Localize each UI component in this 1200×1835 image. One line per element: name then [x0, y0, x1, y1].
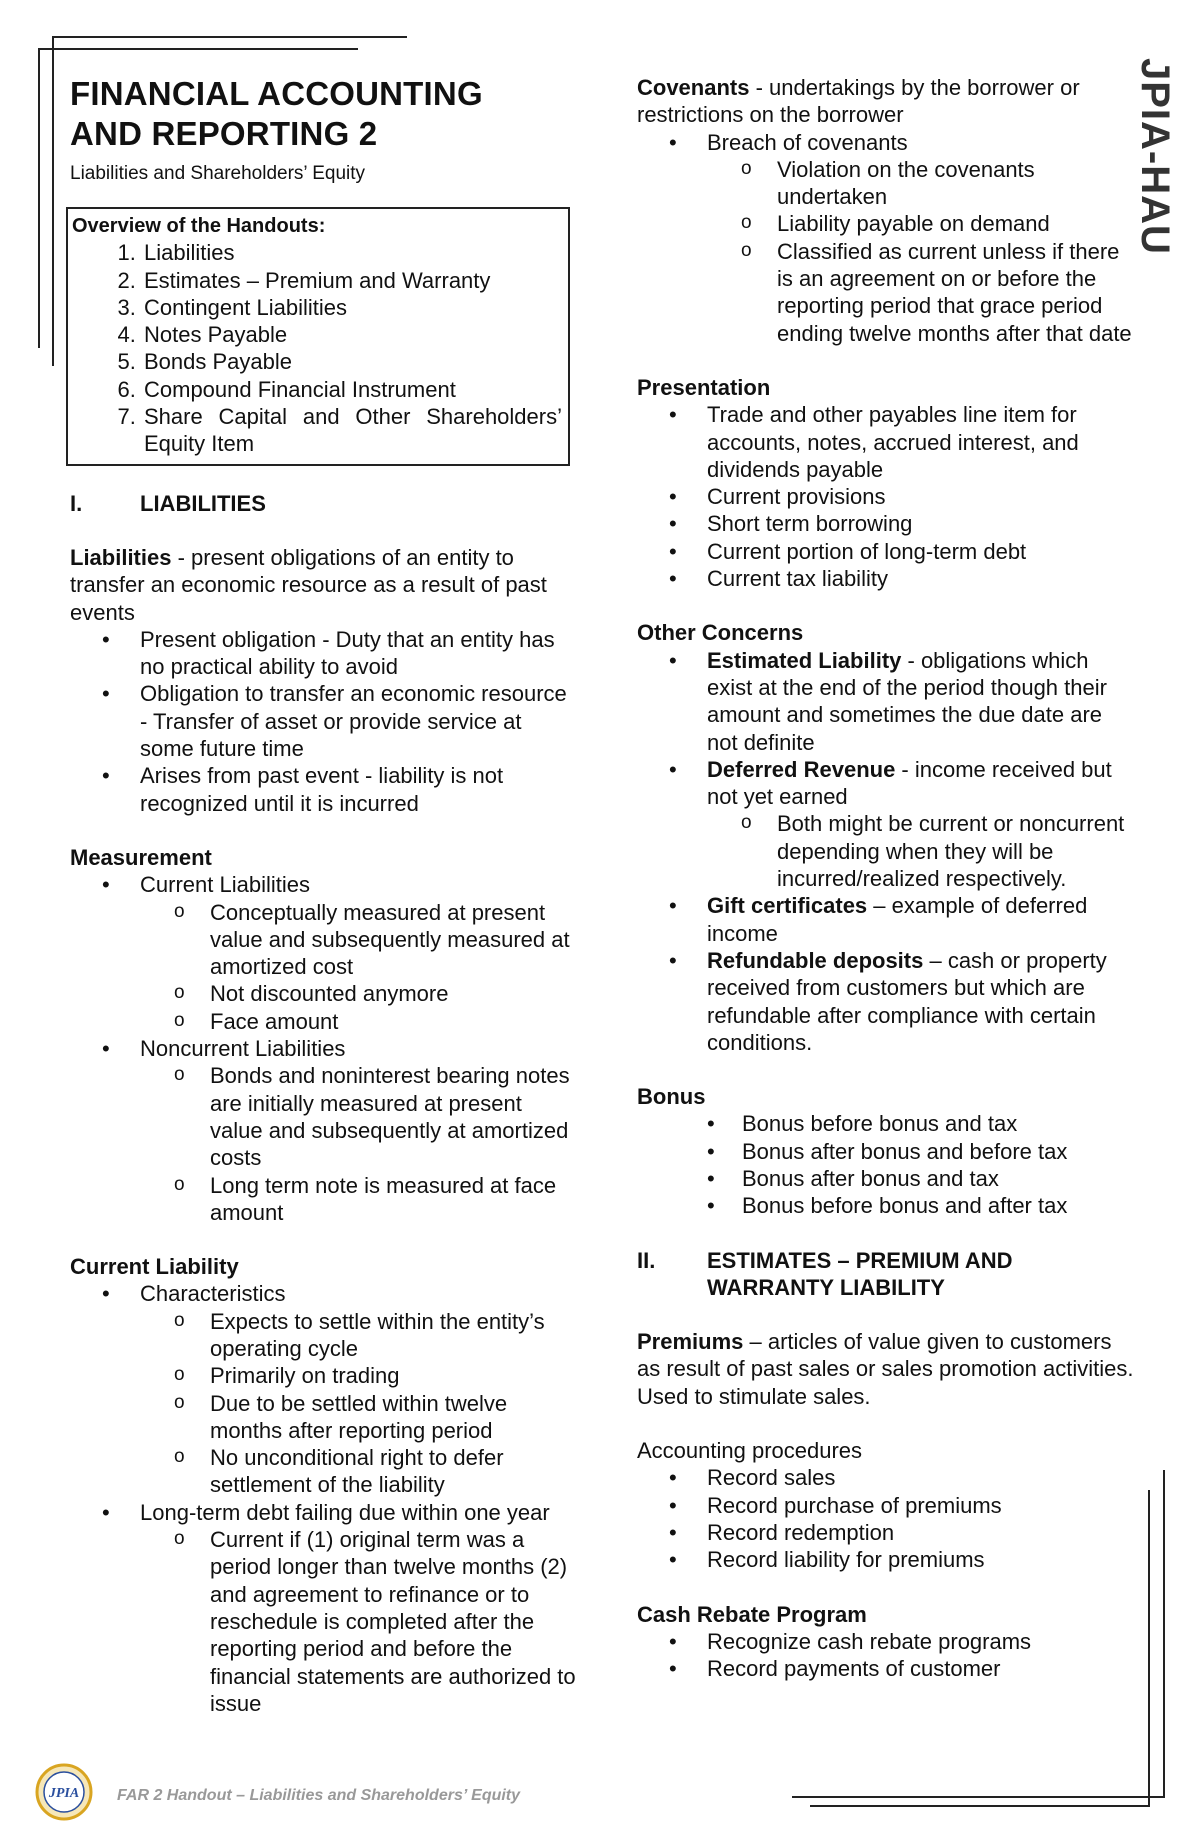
definition-term: Liabilities	[70, 544, 172, 570]
right-vertical-rule-inner	[1163, 1470, 1165, 1797]
right-vertical-rule-outer	[1148, 1490, 1150, 1805]
gift-certificates-text: – example of deferred income	[707, 893, 1088, 946]
section-title	[707, 1247, 1013, 1302]
left-column	[70, 74, 580, 1717]
procedures-list	[637, 1464, 1137, 1573]
overview-item: 7. Share Capital and Other Shareholders’ Equity Item	[142, 403, 562, 458]
bottom-right-rule-outer	[810, 1805, 1150, 1807]
left-vertical-rule-outer	[38, 48, 40, 348]
current-liabilities-sublist	[140, 899, 580, 1035]
list-item: o Violation on the covenants undertaken	[707, 156, 1137, 211]
list-item: • Bonus after bonus and tax	[637, 1165, 1137, 1192]
list-item: o Primarily on trading	[140, 1362, 580, 1389]
gift-certificates-term: Gift certificates	[707, 893, 868, 919]
noncurrent-liabilities-label: Noncurrent Liabilities	[140, 1036, 346, 1062]
longterm-debt-label: Long-term debt failing due within one year	[140, 1499, 550, 1525]
list-item: o Conceptually measured at present value and subsequently measured at amortized cost	[140, 899, 580, 981]
characteristics-label: Characteristics	[140, 1281, 286, 1307]
list-item: • Current tax liability	[637, 565, 1137, 592]
section-number: II.	[637, 1247, 656, 1273]
section-title-line-2: WARRANTY LIABILITY	[707, 1274, 945, 1300]
title-line-2: AND REPORTING 2	[70, 115, 378, 152]
list-item: • Arises from past event - liability is not recognized until it is incurred	[70, 762, 580, 817]
deferred-revenue-term: Deferred Revenue	[707, 756, 896, 782]
cash-rebate-list	[637, 1628, 1137, 1683]
covenants-text: - undertakings by the borrower or restrictions on the borrower	[637, 75, 1080, 128]
list-item	[70, 1499, 580, 1717]
premiums-term: Premiums	[637, 1329, 744, 1355]
bottom-right-rule-inner	[792, 1796, 1165, 1798]
definition-text: - present obligations of an entity to transfer an economic resource as a result of past events	[70, 544, 547, 625]
bonus-heading: Bonus	[637, 1084, 706, 1110]
left-vertical-rule-inner	[52, 36, 54, 366]
characteristics-sublist	[140, 1308, 580, 1499]
jpia-logo-icon	[35, 1763, 93, 1821]
liabilities-definition	[70, 544, 580, 626]
premiums-text: – articles of value given to customers as result of past sales or sales promotion activities. Used to stimulate sales.	[637, 1329, 1134, 1409]
list-item: • Record sales	[637, 1464, 1137, 1491]
list-item: • Record liability for premiums	[637, 1546, 1137, 1573]
overview-item: 6. Compound Financial Instrument	[142, 376, 562, 403]
procedures-heading: Accounting procedures	[637, 1438, 863, 1464]
list-item: • Bonus before bonus and tax	[637, 1110, 1137, 1137]
list-item	[637, 947, 1137, 1056]
list-item: • Record purchase of premiums	[637, 1492, 1137, 1519]
list-item: • Current provisions	[637, 483, 1137, 510]
footer-text: FAR 2 Handout – Liabilities and Shareholders’ Equity	[117, 1787, 521, 1804]
list-item: o Current if (1) original term was a period longer than twelve months (2) and agreement to refinance or to reschedule is completed after the reporting period and before the financial statements are authorized to issue	[140, 1526, 580, 1717]
presentation-heading: Presentation	[637, 374, 771, 400]
right-column	[637, 74, 1137, 1682]
title-line-1: FINANCIAL ACCOUNTING	[70, 75, 483, 112]
cash-rebate-heading: Cash Rebate Program	[637, 1601, 867, 1627]
list-item	[70, 1035, 580, 1226]
current-liabilities-label: Current Liabilities	[140, 872, 310, 898]
top-left-rule-outer	[38, 48, 358, 50]
overview-item: 2. Estimates – Premium and Warranty	[142, 267, 562, 294]
deferred-revenue-sublist	[707, 810, 1137, 892]
list-item	[637, 756, 1137, 892]
deferred-revenue-text: - income received but not yet earned	[707, 756, 1112, 810]
measurement-list	[70, 871, 580, 1226]
list-item: • Present obligation - Duty that an entity has no practical ability to avoid	[70, 626, 580, 681]
other-concerns-list	[637, 647, 1137, 1056]
section-heading-estimates	[637, 1247, 1137, 1302]
list-item: o Liability payable on demand	[707, 210, 1137, 237]
page-subtitle: Liabilities and Shareholders’ Equity	[70, 163, 366, 184]
noncurrent-liabilities-sublist	[140, 1062, 580, 1226]
current-liability-heading: Current Liability	[70, 1254, 239, 1280]
overview-item: 3. Contingent Liabilities	[142, 294, 562, 321]
overview-box	[66, 207, 570, 465]
overview-item: 1. Liabilities	[142, 239, 562, 266]
covenants-list	[637, 129, 1137, 347]
list-item: • Current portion of long-term debt	[637, 538, 1137, 565]
covenants-term: Covenants	[637, 75, 750, 100]
top-left-rule-inner	[52, 36, 407, 38]
list-item: • Bonus before bonus and after tax	[637, 1192, 1137, 1219]
measurement-heading: Measurement	[70, 844, 212, 870]
list-item	[637, 892, 1137, 947]
overview-list	[72, 239, 562, 457]
list-item: • Bonus after bonus and before tax	[637, 1138, 1137, 1165]
bonus-list	[637, 1110, 1137, 1219]
other-concerns-heading: Other Concerns	[637, 620, 804, 646]
list-item: o Classified as current unless if there is an agreement on or before the reporting period that grace period ending twelve months after that date	[707, 238, 1137, 347]
list-item: o No unconditional right to defer settlement of the liability	[140, 1444, 580, 1499]
current-liability-list	[70, 1280, 580, 1717]
list-item: • Record payments of customer	[637, 1655, 1137, 1682]
list-item: o Long term note is measured at face amount	[140, 1172, 580, 1227]
presentation-list	[637, 401, 1137, 592]
refundable-deposits-term: Refundable deposits	[707, 947, 924, 973]
section-heading-liabilities	[70, 490, 580, 517]
estimated-liability-term: Estimated Liability	[707, 647, 902, 673]
overview-item: 4. Notes Payable	[142, 321, 562, 348]
section-title: LIABILITIES	[140, 490, 266, 516]
vertical-brand	[1132, 58, 1178, 298]
longterm-debt-sublist	[140, 1526, 580, 1717]
list-item	[70, 871, 580, 1035]
premiums-definition	[637, 1328, 1137, 1410]
definition-bullets	[70, 626, 580, 817]
section-title-line-1: ESTIMATES – PREMIUM AND	[707, 1247, 1013, 1273]
list-item: o Face amount	[140, 1008, 580, 1035]
overview-item: 5. Bonds Payable	[142, 348, 562, 375]
vertical-brand-text: JPIA-HAU	[1133, 58, 1177, 255]
section-number: I.	[70, 490, 83, 516]
list-item: o Expects to settle within the entity’s operating cycle	[140, 1308, 580, 1363]
refundable-deposits-text: – cash or property received from customers but which are refundable after compliance with certain conditions.	[707, 947, 1107, 1055]
list-item: • Short term borrowing	[637, 510, 1137, 537]
list-item: o Both might be current or noncurrent depending when they will be incurred/realized respectively.	[707, 810, 1137, 892]
list-item: • Obligation to transfer an economic resource - Transfer of asset or provide service at some future time	[70, 680, 580, 762]
estimated-liability-text: - obligations which exist at the end of the period though their amount and sometimes the due date are not definite	[707, 647, 1107, 755]
list-item	[637, 129, 1137, 347]
overview-title: Overview of the Handouts:	[72, 215, 326, 238]
list-item: o Due to be settled within twelve months after reporting period	[140, 1390, 580, 1445]
list-item: • Record redemption	[637, 1519, 1137, 1546]
breach-label: Breach of covenants	[707, 129, 908, 155]
logo-text: JPIA	[48, 1786, 80, 1801]
list-item: o Bonds and noninterest bearing notes are initially measured at present value and subsequently at amortized costs	[140, 1062, 580, 1171]
page-title	[70, 74, 580, 154]
list-item: • Recognize cash rebate programs	[637, 1628, 1137, 1655]
page-footer	[35, 1763, 635, 1823]
list-item	[70, 1280, 580, 1498]
breach-sublist	[707, 156, 1137, 347]
list-item: o Not discounted anymore	[140, 980, 580, 1007]
list-item	[637, 647, 1137, 756]
covenants-definition	[637, 74, 1137, 129]
list-item: • Trade and other payables line item for accounts, notes, accrued interest, and dividends payable	[637, 401, 1137, 483]
